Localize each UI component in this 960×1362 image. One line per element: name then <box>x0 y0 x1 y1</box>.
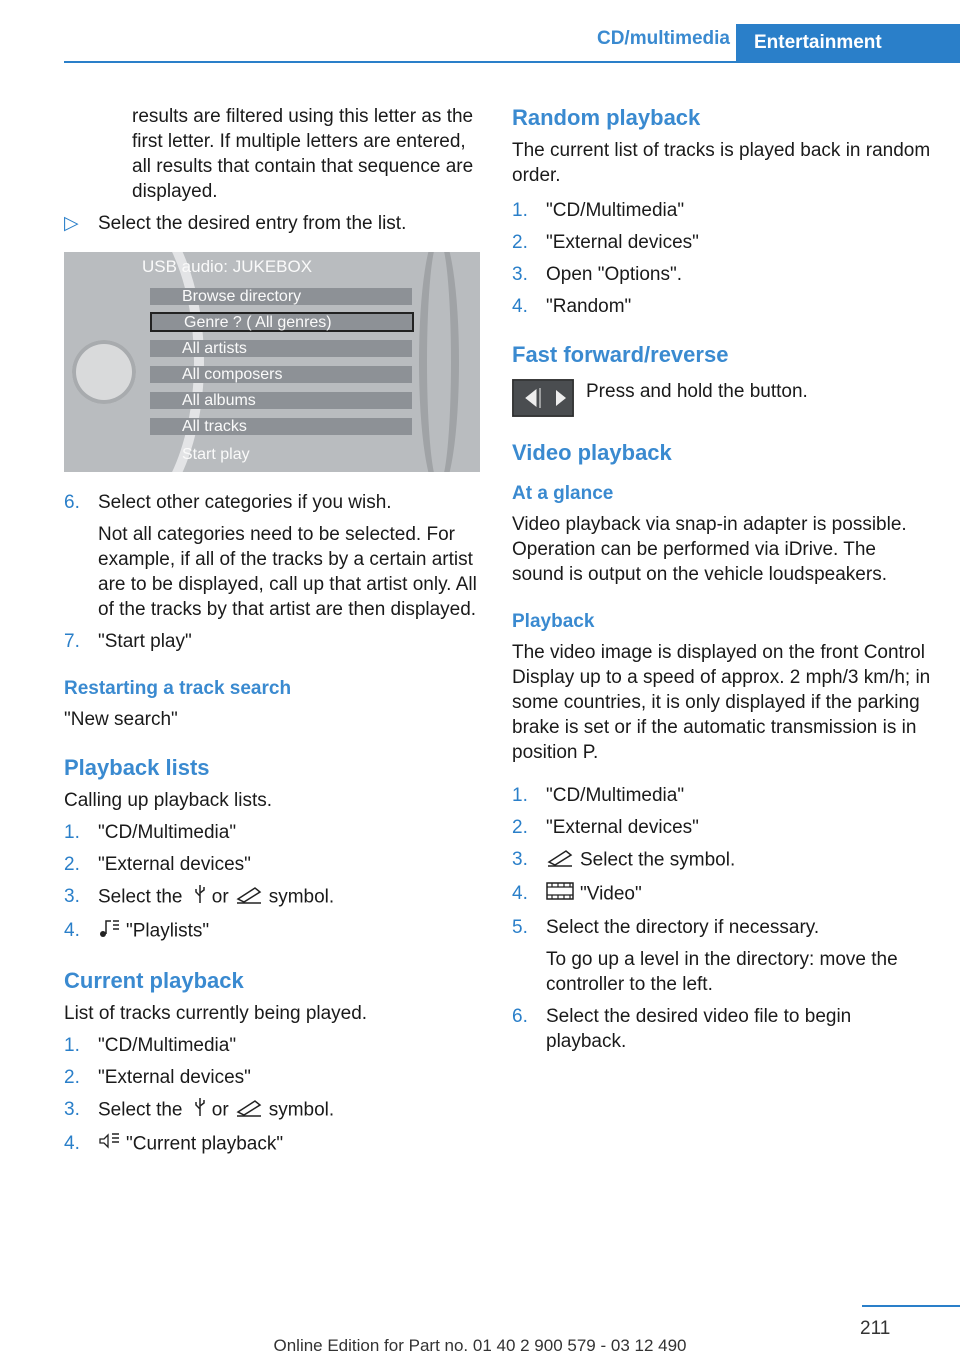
step-text: Select other categories if you wish. <box>98 492 392 513</box>
menu-item: All albums <box>150 392 412 409</box>
usb-icon <box>194 1097 206 1124</box>
menu-item: Start play <box>182 446 250 463</box>
playback-lists-intro: Calling up playback lists. <box>64 790 273 811</box>
at-a-glance-text: Video playback via snap-in adapter is possible. Operation can be performed via iDrive. The sound is output on the vehicle loudspeakers. <box>512 514 907 585</box>
random-step-2: 2. "External devices" <box>512 232 699 253</box>
step-7 <box>64 629 484 654</box>
header-tab: Entertainment <box>736 24 960 63</box>
video-step-6: 6. Select the desired video file to begin playback. <box>512 1006 852 1052</box>
menu-item: Browse directory <box>150 288 412 305</box>
snap-in-adapter-icon <box>235 884 263 911</box>
bullet-marker: ▷ <box>64 213 79 234</box>
bullet-text: Select the desired entry from the list. <box>98 213 407 234</box>
step-number: 6. <box>64 492 80 513</box>
current-step-4: 4. "Current playback" <box>64 1131 484 1158</box>
menu-item: All artists <box>150 340 412 357</box>
video-step-5: 5. Select the directory if necessary. <box>512 917 820 938</box>
playback-step-2: 2. "External devices" <box>64 854 251 875</box>
fast-forward-text: Press and hold the button. <box>586 381 808 402</box>
video-step-2: 2. "External devices" <box>512 817 699 838</box>
restart-text: "New search" <box>64 709 178 730</box>
video-film-icon <box>546 881 574 908</box>
step-6-detail: Not all categories need to be selected. For example, if all of the tracks by a certain artist are to be displayed, call up that artist only. All of the tracks by that artist are then displayed. <box>98 524 477 620</box>
playlist-icon <box>98 918 120 945</box>
snap-in-adapter-icon <box>235 1097 263 1124</box>
controller-knob-icon <box>72 340 136 404</box>
random-playback-heading: Random playback <box>512 105 701 130</box>
video-step-5-detail: To go up a level in the directory: move the controller to the left. <box>546 949 898 995</box>
playback-lists-heading: Playback lists <box>64 755 210 780</box>
playback-heading: Playback <box>512 611 595 632</box>
at-a-glance-heading: At a glance <box>512 483 614 504</box>
usb-icon <box>194 884 206 911</box>
menu-item: All tracks <box>150 418 412 435</box>
current-playback-heading: Current playback <box>64 968 244 993</box>
menu-item-selected: Genre ? ( All genres) <box>150 312 414 332</box>
page-number: 211 <box>860 1318 891 1339</box>
right-column <box>512 104 932 1061</box>
fast-forward-row <box>512 379 932 417</box>
current-playback-intro: List of tracks currently being played. <box>64 1003 368 1024</box>
seek-buttons-icon <box>512 379 574 417</box>
video-step-3: 3. Select the symbol. <box>512 847 932 874</box>
step-6 <box>64 490 484 515</box>
current-step-2: 2. "External devices" <box>64 1067 251 1088</box>
random-step-1: 1. "CD/Multimedia" <box>512 200 685 221</box>
jukebox-screenshot <box>64 252 480 472</box>
bullet-item <box>64 211 484 236</box>
header-rule <box>64 61 960 63</box>
random-step-4: 4. "Random" <box>512 296 632 317</box>
step-number: 7. <box>64 631 80 652</box>
intro-text: results are filtered using this letter as the first letter. If multiple letters are entered, all results that contain that sequence are displayed. <box>132 106 474 202</box>
playback-step-1: 1. "CD/Multimedia" <box>64 822 237 843</box>
edition-footer: Online Edition for Part no. 01 40 2 900 579 - 03 12 490 <box>273 1336 687 1355</box>
screenshot-title: USB audio: JUKEBOX <box>142 257 313 276</box>
playback-text: The video image is displayed on the front Control Display up to a speed of approx. 2 mph/3 km/h; in some countries, it is only displayed if the parking brake is set or if the automatic transmission is in position P. <box>512 642 931 763</box>
playback-step-4: 4. "Playlists" <box>64 918 484 945</box>
header-section: CD/multimedia <box>596 28 730 49</box>
video-step-1: 1. "CD/Multimedia" <box>512 785 685 806</box>
video-step-4: 4. "Video" <box>512 881 932 908</box>
left-column <box>64 104 484 1165</box>
snap-in-adapter-icon <box>546 847 574 874</box>
screen-arc-right <box>419 252 459 472</box>
current-step-3: 3. Select the or symbol. <box>64 1097 484 1124</box>
playback-step-3: 3. Select the or symbol. <box>64 884 484 911</box>
menu-item: All composers <box>150 366 412 383</box>
current-playback-icon <box>98 1131 120 1158</box>
random-step-3: 3. Open "Options". <box>512 264 683 285</box>
restart-heading: Restarting a track search <box>64 678 292 699</box>
current-step-1: 1. "CD/Multimedia" <box>64 1035 237 1056</box>
random-playback-intro: The current list of tracks is played back in random order. <box>512 140 931 186</box>
fast-forward-heading: Fast forward/reverse <box>512 342 729 367</box>
footer-rule <box>862 1305 960 1307</box>
video-playback-heading: Video playback <box>512 440 672 465</box>
step-text: "Start play" <box>98 631 192 652</box>
